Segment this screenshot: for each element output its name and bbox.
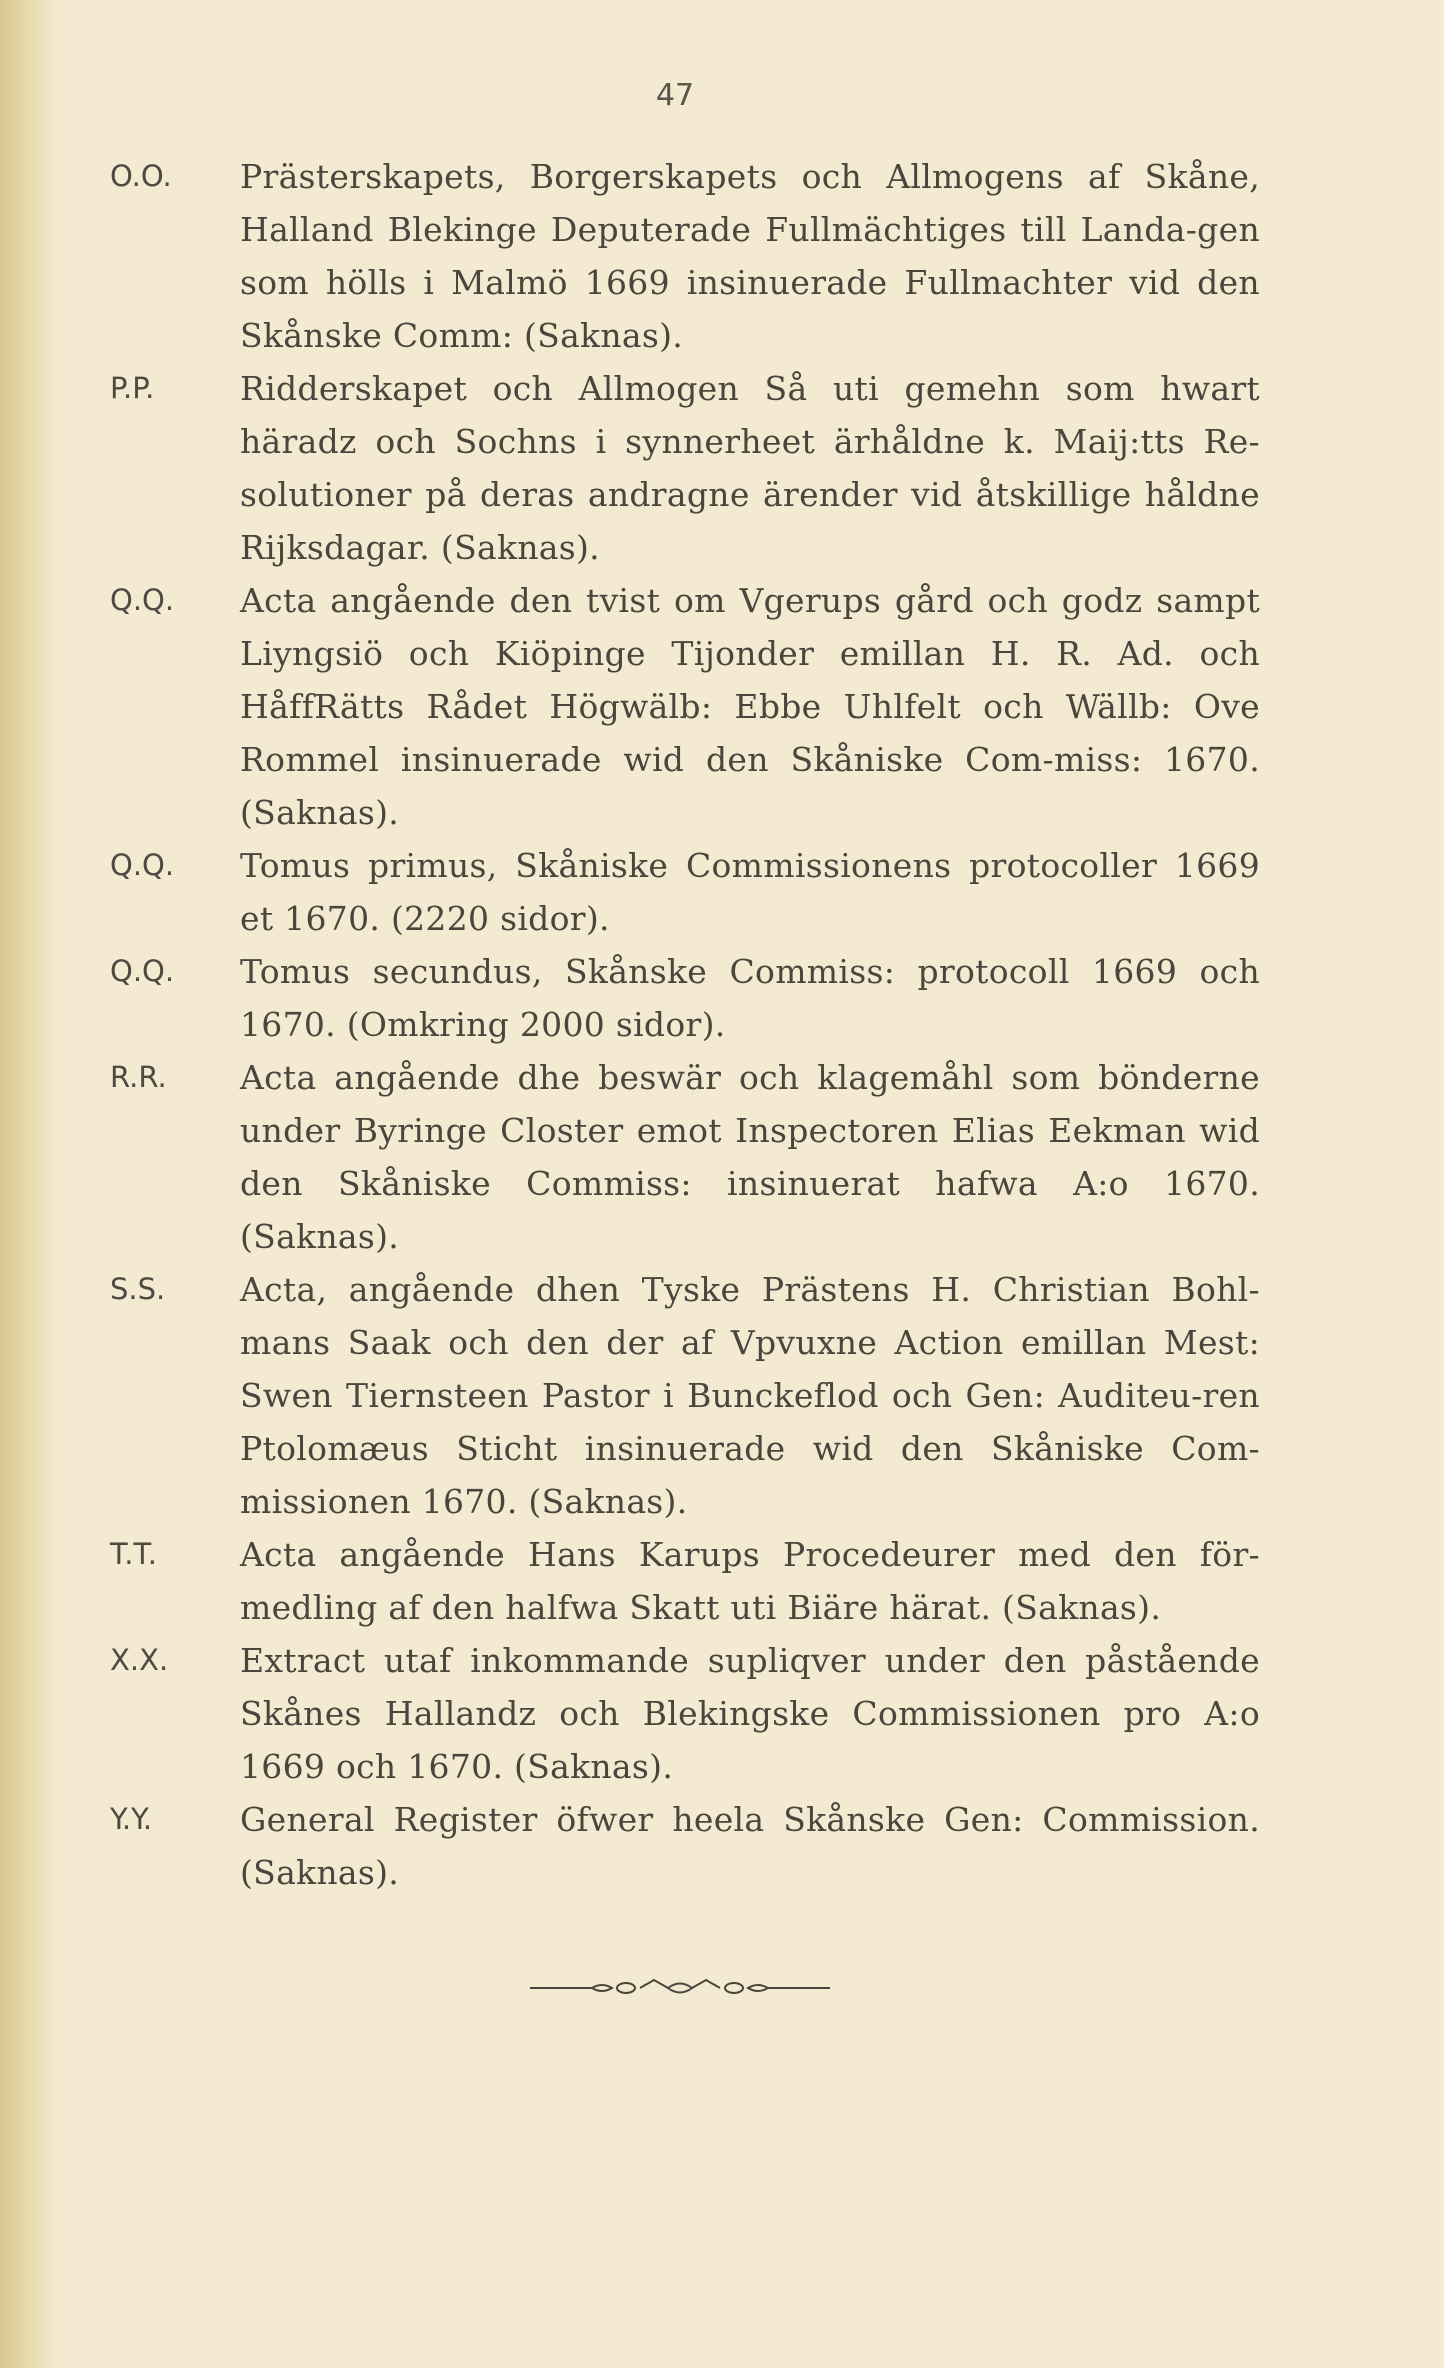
- entry-text: Acta angående Hans Karups Procedeurer med den för-medling af den halfwa Skatt uti Biäre härat. (Saknas).: [240, 1535, 1260, 1627]
- list-item: [110, 362, 1260, 574]
- entry-text: Ridderskapet och Allmogen Så uti gemehn som hwart häradz och Sochns i synnerheet ärhåldne k. Maij:tts Re-solutioner på deras andragne ärender vid åtskillige håldne Rijksdagar. (Saknas).: [240, 369, 1260, 567]
- entry-label: Q.Q.: [110, 848, 175, 882]
- entry-label: P.P.: [110, 371, 155, 405]
- entry-label: R.R.: [110, 1060, 167, 1094]
- list-item: [110, 1793, 1260, 1899]
- entry-text: Prästerskapets, Borgerskapets och Allmogens af Skåne, Halland Blekinge Deputerade Fullmächtiges till Landa-gen som hölls i Malmö 1669 insinuerade Fullmachter vid den Skånske Comm: (Saknas).: [240, 157, 1260, 355]
- entry-text: Extract utaf inkommande supliqver under den påstående Skånes Hallandz och Blekingske Commissionen pro A:o 1669 och 1670. (Saknas).: [240, 1641, 1260, 1786]
- entry-label: T.T.: [110, 1537, 157, 1571]
- ornament-divider: [0, 1976, 1360, 2004]
- entry-text: Acta angående den tvist om Vgerups gård och godz sampt Liyngsiö och Kiöpinge Tijonder emillan H. R. Ad. och HåffRätts Rådet Högwälb: Ebbe Uhlfelt och Wällb: Ove Rommel insinuerade wid den Skåniske Com-miss: 1670. (Saknas).: [240, 581, 1260, 832]
- list-item: [110, 1528, 1260, 1634]
- list-item: [110, 1634, 1260, 1793]
- list-item: [110, 1263, 1260, 1528]
- entry-text: Acta angående dhe beswär och klagemåhl som bönderne under Byringe Closter emot Inspectoren Elias Eekman wid den Skåniske Commiss: insinuerat hafwa A:o 1670. (Saknas).: [240, 1058, 1260, 1256]
- list-item: [110, 945, 1260, 1051]
- page-edge-shading: [0, 0, 58, 2368]
- entry-label: S.S.: [110, 1272, 166, 1306]
- entry-text: Acta, angående dhen Tyske Prästens H. Christian Bohl-mans Saak och den der af Vpvuxne Action emillan Mest: Swen Tiernsteen Pastor i Bunckeflod och Gen: Auditeu-ren Ptolomæus Sticht insinuerade wid den Skåniske Com-missionen 1670. (Saknas).: [240, 1270, 1260, 1521]
- list-item: [110, 150, 1260, 362]
- page-number: 47: [655, 78, 695, 113]
- entry-text: General Register öfwer heela Skånske Gen: Commission. (Saknas).: [240, 1800, 1260, 1892]
- entry-label: X.X.: [110, 1643, 169, 1677]
- list-item: [110, 839, 1260, 945]
- ornament-icon: [530, 1976, 830, 2000]
- entry-list: [110, 150, 1260, 1899]
- entry-text: Tomus primus, Skåniske Commissionens protocoller 1669 et 1670. (2220 sidor).: [240, 846, 1260, 938]
- entry-label: O.O.: [110, 159, 172, 193]
- list-item: [110, 574, 1260, 839]
- entry-label: Q.Q.: [110, 583, 175, 617]
- list-item: [110, 1051, 1260, 1263]
- entry-label: Y.Y.: [110, 1802, 153, 1836]
- entry-text: Tomus secundus, Skånske Commiss: protocoll 1669 och 1670. (Omkring 2000 sidor).: [240, 952, 1260, 1044]
- entry-label: Q.Q.: [110, 954, 175, 988]
